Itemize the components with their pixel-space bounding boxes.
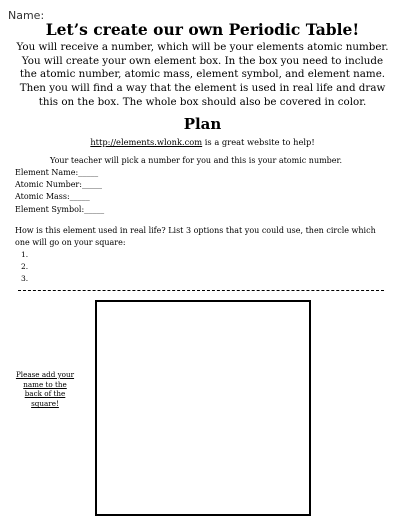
website-suffix: is a great website to help!	[202, 137, 315, 147]
real-life-question: How is this element used in real life? List 3 options that you could use, then circle which one will go on your square:	[15, 226, 376, 247]
website-link[interactable]: http://elements.wlonk.com	[90, 137, 203, 147]
page-title: Let’s create our own Periodic Table!	[45, 20, 360, 39]
atomic-number-field: Atomic Number:_____	[15, 180, 102, 190]
element-symbol-field: Element Symbol:_____	[15, 204, 105, 214]
instructions-paragraph: You will receive a number, which will be your elements atomic number. You will create your own element box. In the box you need to include the atomic number, atomic mass, element symbol, and element name. Then you will find a way that the element is used in real life and draw this on the box. The whole box should also be covered in color.	[16, 41, 389, 108]
option-1: 1.	[21, 250, 29, 259]
atomic-mass-field: Atomic Mass:_____	[15, 192, 90, 202]
teacher-note: Your teacher will pick a number for you and this is your atomic number.	[50, 156, 343, 165]
option-2: 2.	[21, 261, 29, 271]
name-label: Name:	[8, 9, 45, 22]
plan-heading: Plan	[183, 115, 222, 133]
side-note: Please add your name to the back of the square!	[15, 370, 75, 409]
option-3: 3.	[21, 273, 29, 283]
element-square-box	[95, 300, 311, 516]
element-name-field: Element Name:_____	[15, 168, 99, 177]
dashed-cut-line	[18, 290, 384, 291]
options-list	[21, 249, 28, 284]
website-line	[0, 137, 405, 147]
element-fields	[15, 167, 104, 216]
